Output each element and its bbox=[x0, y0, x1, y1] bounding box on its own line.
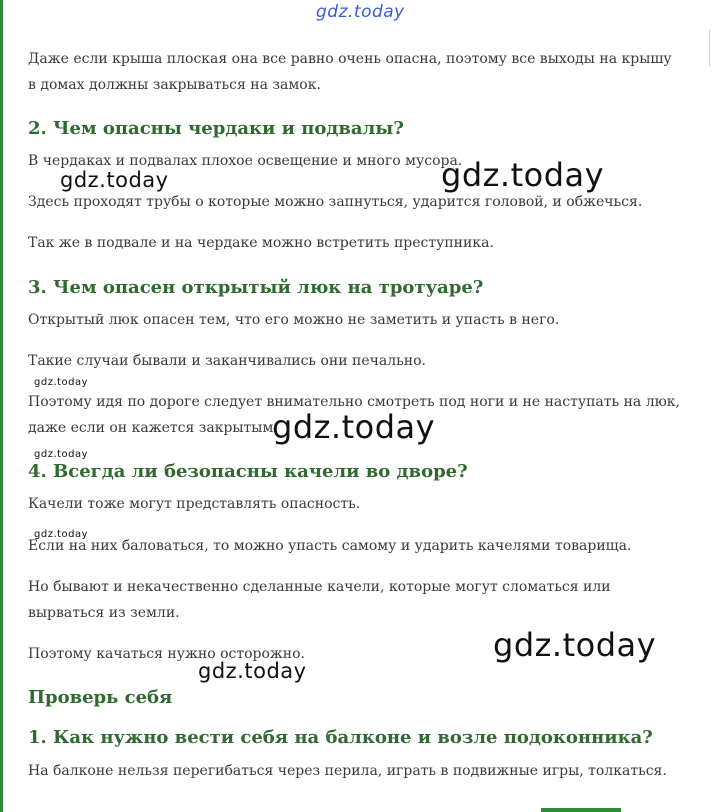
top-watermark: gdz.today bbox=[316, 2, 405, 22]
paragraph-roof: Даже если крыша плоская она все равно очень опасна, поэтому все выходы на крышу в домах должны закрываться на замок. bbox=[28, 51, 672, 93]
heading-balcony-question: 1. Как нужно вести себя на балконе и возле подоконника? bbox=[28, 727, 653, 748]
watermark: gdz.today bbox=[493, 626, 657, 664]
watermark: gdz.today bbox=[34, 529, 89, 540]
heading-swings: 4. Всегда ли безопасны качели во дворе? bbox=[28, 461, 468, 482]
bottom-accent-bar bbox=[541, 808, 621, 812]
watermark: gdz.today bbox=[441, 156, 605, 194]
paragraph-pipes: Здесь проходят трубы о которые можно запнуться, ударится головой, и обжечься. bbox=[28, 194, 643, 210]
paragraph-watch-step: Поэтому идя по дороге следует внимательно смотреть под ноги и не наступать на люк, даже если он кажется закрытым. bbox=[28, 394, 681, 436]
paragraph-swing-carefully: Поэтому качаться нужно осторожно. bbox=[28, 646, 305, 662]
right-divider bbox=[709, 30, 710, 66]
paragraph-balcony: На балконе нельзя перегибаться через перила, играть в подвижные игры, толкаться. bbox=[28, 763, 667, 779]
watermark: gdz.today bbox=[34, 377, 89, 388]
heading-check-yourself: Проверь себя bbox=[28, 687, 173, 708]
paragraph-hatch-danger: Открытый люк опасен тем, что его можно не заметить и упасть в него. bbox=[28, 312, 560, 328]
paragraph-criminal: Так же в подвале и на чердаке можно встретить преступника. bbox=[28, 235, 494, 251]
heading-open-hatch: 3. Чем опасен открытый люк на тротуаре? bbox=[28, 277, 484, 298]
watermark: gdz.today bbox=[60, 168, 169, 192]
watermark: gdz.today bbox=[272, 408, 436, 446]
left-accent-rule bbox=[0, 0, 3, 812]
paragraph-swings-play: Если на них баловаться, то можно упасть самому и ударить качелями товарища. bbox=[28, 538, 632, 554]
paragraph-swings-quality: Но бывают и некачественно сделанные качели, которые могут сломаться или вырваться из земли. bbox=[28, 579, 611, 621]
heading-attics-basements: 2. Чем опасны чердаки и подвалы? bbox=[28, 118, 404, 139]
paragraph-attics-lighting: В чердаках и подвалах плохое освещение и много мусора. bbox=[28, 153, 463, 169]
watermark: gdz.today bbox=[34, 449, 89, 460]
paragraph-swings-danger: Качели тоже могут представлять опасность. bbox=[28, 496, 361, 512]
watermark: gdz.today bbox=[198, 659, 307, 683]
paragraph-cases: Такие случаи бывали и заканчивались они печально. bbox=[28, 353, 426, 369]
